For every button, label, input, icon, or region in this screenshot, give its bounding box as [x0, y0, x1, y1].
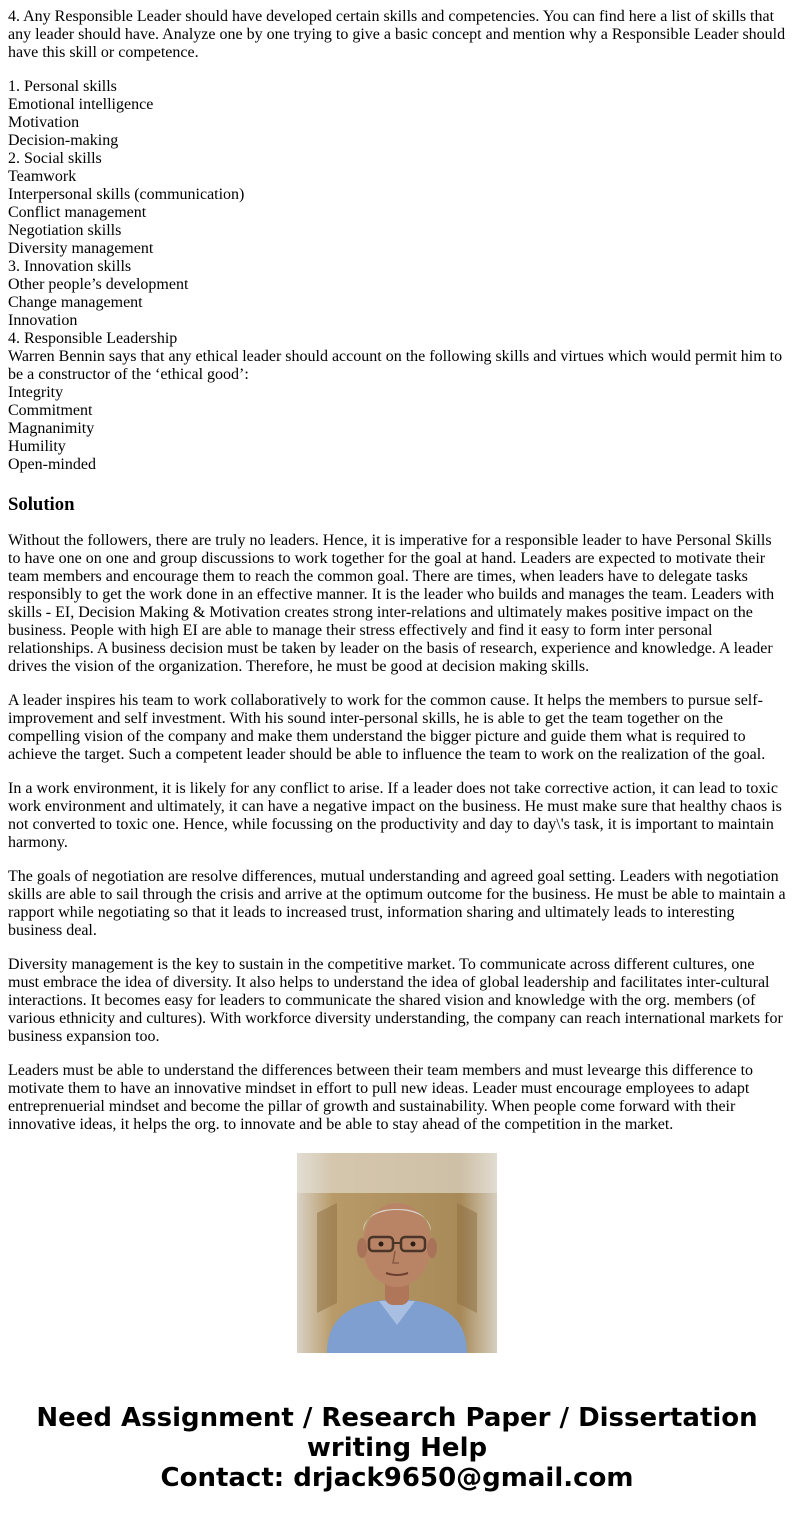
author-avatar — [297, 1153, 497, 1353]
skill-line: Warren Bennin says that any ethical leader should account on the following skills and virtues which would permit him to be a constructor of the ‘ethical good’: — [8, 348, 783, 383]
skill-line: Humility — [8, 438, 66, 455]
article-content — [8, 0, 786, 1133]
solution-paragraph: A leader inspires his team to work collaboratively to work for the common cause. It helps the members to pursue self-improvement and self investment. With his sound inter-personal skills, he is able to get the team together on the compelling vision of the company and make them understand the bigger picture and guide them what is required to achieve the target. Such a competent leader should be able to influence the team to work on the realization of the goal. — [8, 692, 766, 763]
promo-contact: Contact: drjack9650@gmail.com — [160, 1463, 634, 1493]
skill-line: Magnanimity — [8, 420, 95, 437]
skill-line: Emotional intelligence — [8, 96, 154, 113]
solution-paragraph: The goals of negotiation are resolve differences, mutual understanding and agreed goal setting. Leaders with negotiation skills are able to sail through the crisis and arrive at the optimum outcome for the business. He must be able to maintain a rapport while negotiating so that it leads to increased trust, information sharing and ultimately leads to interesting business deal. — [8, 868, 786, 939]
skill-line: Decision-making — [8, 132, 119, 149]
question-intro: 4. Any Responsible Leader should have developed certain skills and competencies. You can find here a list of skills that any leader should have. Analyze one by one trying to give a basic concept and mention why a Responsible Leader should have this skill or competence. — [8, 8, 786, 61]
skill-line: Diversity management — [8, 240, 154, 257]
skill-line: 1. Personal skills — [8, 78, 117, 95]
promo-line: writing Help — [306, 1433, 488, 1463]
skill-line: 3. Innovation skills — [8, 258, 132, 275]
skill-line: Teamwork — [8, 168, 77, 185]
skill-line: Integrity — [8, 384, 64, 401]
solution-body — [8, 532, 786, 1134]
promo-banner — [0, 1403, 794, 1493]
solution-paragraph: Without the followers, there are truly no leaders. Hence, it is imperative for a responsible leader to have Personal Skills to have one on one and group discussions to work together for the goal at hand. Leaders are expected to motivate their team members and encourage them to reach the common goal. There are times, when leaders have to delegate tasks responsibly to get the work done in an effective manner. It is the leader who builds and manages the team. Leaders with skills - EI, Decision Making & Motivation creates strong inter-relations and ultimately makes positive impact on the business. People with high EI are able to manage their stress effectively and find it easy to form inter personal relationships. A business decision must be taken by leader on the basis of research, experience and knowledge. A leader drives the vision of the organization. Therefore, he must be good at decision making skills. — [8, 532, 775, 675]
skill-line: Conflict management — [8, 204, 147, 221]
skill-line: 2. Social skills — [8, 150, 102, 167]
skill-line: 4. Responsible Leadership — [8, 330, 178, 347]
author-portrait-illustration — [297, 1153, 497, 1353]
solution-paragraph: In a work environment, it is likely for any conflict to arise. If a leader does not take corrective action, it can lead to toxic work environment and ultimately, it can have a negative impact on the business. He must make sure that healthy chaos is not converted to toxic one. Hence, while focussing on the productivity and day to day\'s task, it is important to maintain harmony. — [8, 780, 782, 851]
skill-line: Innovation — [8, 312, 78, 329]
skill-line: Interpersonal skills (communication) — [8, 186, 245, 203]
skill-line: Other people’s development — [8, 276, 189, 293]
skills-list — [8, 78, 786, 474]
skill-line: Negotiation skills — [8, 222, 122, 239]
solution-paragraph: Diversity management is the key to sustain in the competitive market. To communicate across different cultures, one must embrace the idea of diversity. It also helps to understand the idea of global leadership and facilitates inter-cultural interactions. It becomes easy for leaders to communicate the shared vision and knowledge with the org. members (of various ethnicity and cultures). With workforce diversity understanding, the company can reach international markets for business expansion too. — [8, 956, 783, 1045]
skill-line: Open-minded — [8, 456, 96, 473]
solution-paragraph: Leaders must be able to understand the differences between their team members and must levearge this difference to motivate them to have an innovative mindset in effort to pull new ideas. Leader must encourage employees to adapt entreprenuerial mindset and become the pillar of growth and sustainability. When people come forward with their innovative ideas, it helps the org. to innovate and be able to stay ahead of the competition in the market. — [8, 1062, 754, 1133]
skill-line: Commitment — [8, 402, 93, 419]
skill-line: Motivation — [8, 114, 80, 131]
promo-line: Need Assignment / Research Paper / Dissertation — [36, 1403, 758, 1433]
solution-heading: Solution — [8, 494, 75, 515]
skill-line: Change management — [8, 294, 143, 311]
